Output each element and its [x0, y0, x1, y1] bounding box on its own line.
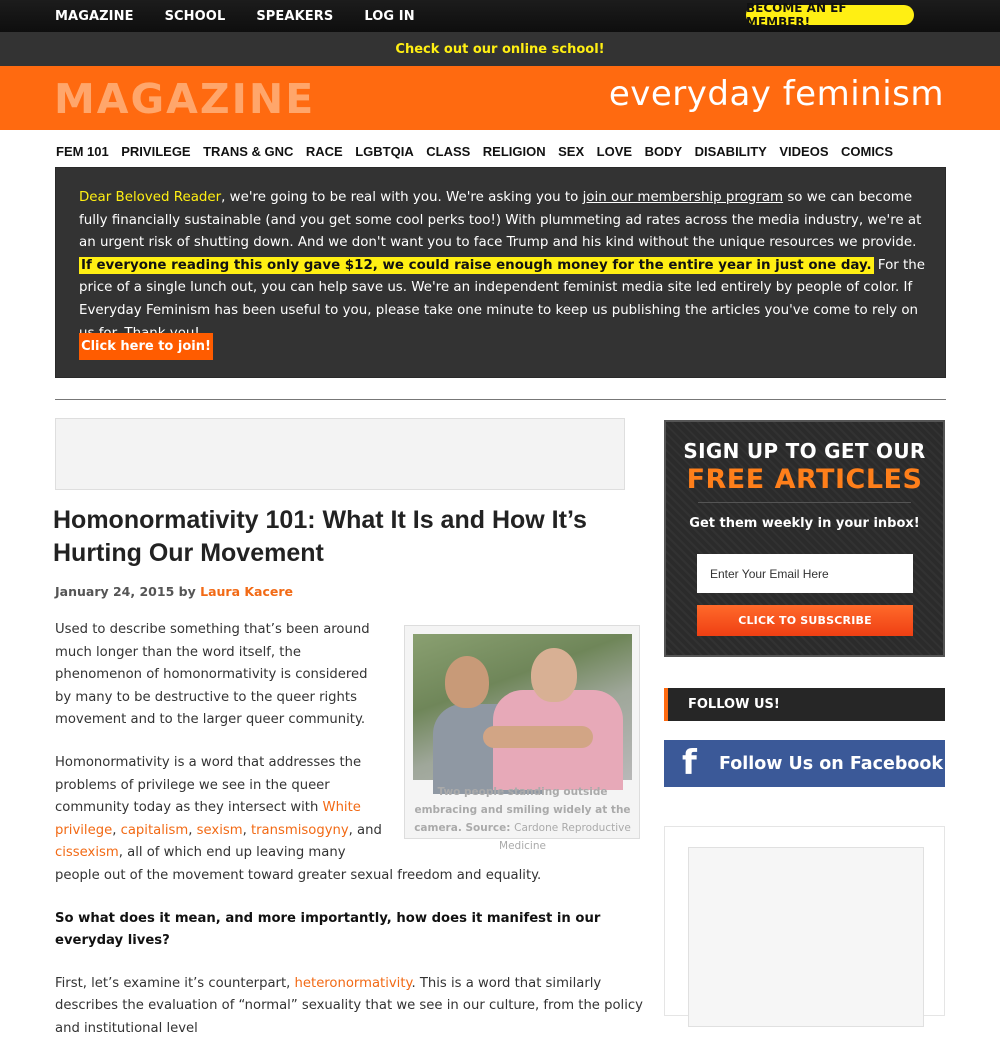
p4-end: . This is a word that similarly describes the evaluation of “normal” sexuality that we see in our culture, from the policy and institutional level: [55, 975, 643, 1036]
promo-banner: [0, 32, 1000, 66]
article-by: by: [178, 584, 196, 599]
promo-link[interactable]: Check out our online school!: [395, 41, 605, 57]
signup-subtitle: Get them weekly in your inbox!: [689, 516, 920, 531]
sidebar-ad: [664, 826, 945, 1016]
paragraph-4: [55, 973, 645, 1041]
paragraph-1: Used to describe something that’s been around much longer than the word itself, the phenomenon of homonormativity is considered by many to be destructive to the queer rights movement and to the larger queer community.: [55, 622, 370, 728]
section-logo[interactable]: MAGAZINE: [54, 75, 316, 123]
appeal-highlight: If everyone reading this only gave $12, we could raise enough money for the entire year in just one day.: [81, 257, 872, 273]
top-bar: [0, 0, 1000, 32]
appeal-part1: , we're going to be real with you. We're asking you to: [221, 190, 583, 205]
signup-heading-accent: FREE ARTICLES: [686, 464, 923, 495]
caption-text: Two people standing outside embracing and smiling widely at the camera. Source:: [414, 786, 631, 834]
article-photo[interactable]: [413, 634, 632, 780]
follow-us-label: FOLLOW US!: [688, 697, 780, 712]
donation-appeal: [55, 167, 946, 378]
category-love[interactable]: LOVE: [596, 143, 633, 159]
paragraph-2: Homonormativity is a word that addresses the problems of privilege we see in the queer community today as they intersect with White privilege, capitalism, sexism, transmisogyny, and cissexism, all of which end up leaving many people out of the movement toward greater sexual freedom and equality.: [55, 754, 542, 883]
brand-logo[interactable]: everyday feminism: [608, 74, 944, 114]
category-religion[interactable]: RELIGION: [482, 143, 546, 159]
category-class[interactable]: CLASS: [426, 143, 471, 159]
follow-us-header: [664, 688, 945, 721]
category-body[interactable]: BODY: [644, 143, 683, 159]
facebook-follow-button[interactable]: [664, 740, 945, 787]
facebook-icon: f: [682, 743, 697, 783]
site-header: [0, 66, 1000, 130]
link-heteronormativity[interactable]: heteronormativity: [294, 975, 412, 991]
link-sexism[interactable]: sexism: [196, 822, 243, 838]
category-fem101[interactable]: FEM 101: [56, 143, 109, 159]
category-trans-gnc[interactable]: TRANS & GNC: [203, 143, 294, 159]
appeal-part2: so we can become fully financially sustainable (and you get some cool perks too!) With plummeting ad rates across the media industry, we're at an urgent risk of shutting down. And we don't want you to face Trump and his kind without the unique resources we provide.: [79, 190, 922, 251]
signup-divider: [698, 502, 911, 503]
appeal-text: [79, 187, 929, 345]
p2-end: , all of which end up leaving many people out of the movement toward greater sexual freedom and equality.: [55, 845, 542, 883]
subscribe-button[interactable]: CLICK TO SUBSCRIBE: [697, 605, 913, 636]
top-nav-login[interactable]: LOG IN: [364, 8, 415, 24]
join-button[interactable]: Click here to join!: [79, 333, 213, 360]
link-cissexism[interactable]: cissexism: [55, 845, 119, 861]
email-field[interactable]: [697, 554, 913, 593]
category-privilege[interactable]: PRIVILEGE: [121, 143, 191, 159]
link-transmisogyny[interactable]: transmisogyny: [250, 822, 349, 838]
become-member-button[interactable]: BECOME AN EF MEMBER!: [746, 5, 914, 25]
question-heading: So what does it mean, and more importantly, how does it manifest in our everyday lives?: [55, 910, 601, 949]
appeal-greeting: Dear Beloved Reader: [79, 190, 222, 205]
category-sex[interactable]: SEX: [558, 143, 585, 159]
sidebar-ad-inner: [688, 847, 924, 1027]
category-lgbtqia[interactable]: LGBTQIA: [355, 143, 414, 159]
appeal-part3: For the price of a single lunch out, you can help save us. We're an independent feminist media site led entirely by people of color. If Everyday Feminism has been useful to you, please take one minute to keep us publishing the articles you've come to rely on: [79, 257, 926, 318]
membership-link[interactable]: join our membership program: [582, 190, 784, 205]
top-nav-school[interactable]: SCHOOL: [164, 8, 226, 24]
category-nav: [56, 140, 905, 162]
link-capitalism[interactable]: capitalism: [120, 822, 189, 838]
category-comics[interactable]: COMICS: [840, 143, 893, 159]
signup-widget: [664, 420, 945, 657]
signup-heading: SIGN UP TO GET OUR: [683, 439, 926, 463]
ad-placeholder: [55, 418, 625, 490]
figure-caption: [413, 783, 632, 855]
caption-source: Cardone Reproductive Medicine: [499, 822, 631, 852]
category-race[interactable]: RACE: [305, 143, 343, 159]
divider: [55, 399, 946, 400]
top-nav: [55, 0, 446, 32]
article-body: [55, 619, 645, 1061]
author-link[interactable]: Laura Kacere: [200, 584, 294, 599]
link-white-privilege[interactable]: White privilege: [55, 800, 361, 838]
article-date: January 24, 2015: [55, 584, 175, 599]
category-disability[interactable]: DISABILITY: [694, 143, 767, 159]
facebook-label: Follow Us on Facebook: [719, 753, 944, 774]
category-videos[interactable]: VIDEOS: [779, 143, 829, 159]
article-figure: [404, 625, 640, 852]
article-title: Homonormativity 101: What It Is and How It’s Hurting Our Movement: [53, 506, 587, 567]
top-nav-magazine[interactable]: MAGAZINE: [55, 8, 134, 24]
top-nav-speakers[interactable]: SPEAKERS: [256, 8, 334, 24]
p2-start: Homonormativity is a word that addresses the problems of privilege we see in the queer community today as they intersect with: [55, 754, 362, 816]
article-meta: [55, 584, 293, 599]
p4-start: First, let’s examine it’s counterpart,: [55, 975, 295, 991]
